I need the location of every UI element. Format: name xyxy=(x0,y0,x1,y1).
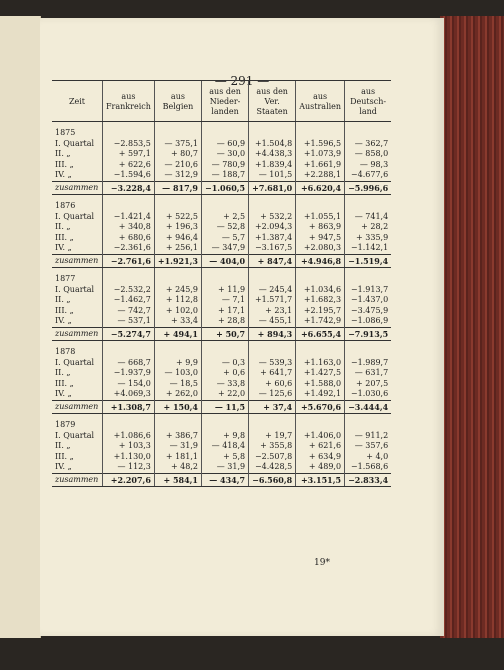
value-cell: + 597,1 xyxy=(103,149,155,160)
table-row xyxy=(52,379,391,390)
sum-value-cell: +1.921,3 xyxy=(154,254,201,268)
value-cell: +4.069,3 xyxy=(103,389,155,400)
empty-cell xyxy=(202,414,249,431)
empty-cell xyxy=(154,414,201,431)
value-cell: — 741,4 xyxy=(345,212,392,223)
value-cell: + 196,3 xyxy=(154,222,201,233)
value-cell: +1.682,3 xyxy=(296,295,345,306)
year-row xyxy=(52,122,391,139)
empty-cell xyxy=(154,341,201,358)
sum-value-cell: +6.655,4 xyxy=(296,327,345,341)
value-cell: + 33,4 xyxy=(154,316,201,327)
empty-cell xyxy=(202,122,249,139)
sum-label: zusammen xyxy=(52,181,103,195)
empty-cell xyxy=(103,414,155,431)
year-row xyxy=(52,341,391,358)
value-cell: +1.588,0 xyxy=(296,379,345,390)
value-cell: +1.427,5 xyxy=(296,368,345,379)
value-cell: −1.142,1 xyxy=(345,243,392,254)
sum-value-cell: −6.560,8 xyxy=(249,473,296,487)
value-cell: — 188,7 xyxy=(202,170,249,181)
table-row xyxy=(52,212,391,223)
empty-cell xyxy=(202,268,249,285)
value-cell: + 489,0 xyxy=(296,462,345,473)
empty-cell xyxy=(345,341,392,358)
value-cell: −1.937,9 xyxy=(103,368,155,379)
quarter-label: I. Quartal xyxy=(55,284,95,294)
sum-value-cell: +2.207,6 xyxy=(103,473,155,487)
value-cell: — 112,3 xyxy=(103,462,155,473)
empty-cell xyxy=(345,195,392,212)
value-cell: −2.361,6 xyxy=(103,243,155,254)
value-cell: + 28,2 xyxy=(345,222,392,233)
value-cell: + 5,8 xyxy=(202,452,249,463)
value-cell: +2.080,3 xyxy=(296,243,345,254)
value-cell: — 30,0 xyxy=(202,149,249,160)
quarter-label: III. „ xyxy=(55,378,74,388)
empty-cell xyxy=(154,268,201,285)
facing-page-edge xyxy=(0,16,41,638)
value-cell: +1.742,9 xyxy=(296,316,345,327)
value-cell: −4.428,5 xyxy=(249,462,296,473)
value-cell: + 11,9 xyxy=(202,285,249,296)
value-cell: — 0,3 xyxy=(202,358,249,369)
value-cell: — 668,7 xyxy=(103,358,155,369)
value-cell: + 207,5 xyxy=(345,379,392,390)
sum-value-cell: — 434,7 xyxy=(202,473,249,487)
year-label: 1879 xyxy=(55,420,76,429)
quarter-label: IV. „ xyxy=(55,170,72,179)
empty-cell xyxy=(249,414,296,431)
value-cell: + 23,1 xyxy=(249,306,296,317)
value-cell: −1.462,7 xyxy=(103,295,155,306)
quarter-label: II. „ xyxy=(55,368,71,377)
quarter-label: III. „ xyxy=(55,305,74,315)
value-cell: — 455,1 xyxy=(249,316,296,327)
value-cell: — 245,4 xyxy=(249,285,296,296)
empty-cell xyxy=(249,195,296,212)
table-row xyxy=(52,233,391,244)
value-cell: — 101,5 xyxy=(249,170,296,181)
empty-cell xyxy=(202,341,249,358)
value-cell: — 780,9 xyxy=(202,160,249,171)
empty-cell xyxy=(202,195,249,212)
value-cell: + 386,7 xyxy=(154,431,201,442)
value-cell: + 17,1 xyxy=(202,306,249,317)
value-cell: + 48,2 xyxy=(154,462,201,473)
value-cell: — 31,9 xyxy=(202,462,249,473)
value-cell: — 357,6 xyxy=(345,441,392,452)
value-cell: — 539,3 xyxy=(249,358,296,369)
value-cell: + 102,0 xyxy=(154,306,201,317)
value-cell: — 362,7 xyxy=(345,139,392,150)
value-cell: — 18,5 xyxy=(154,379,201,390)
sum-value-cell: −2.761,6 xyxy=(103,254,155,268)
value-cell: + 103,3 xyxy=(103,441,155,452)
table-row xyxy=(52,149,391,160)
value-cell: −2.532,2 xyxy=(103,285,155,296)
table-row xyxy=(52,295,391,306)
empty-cell xyxy=(296,195,345,212)
value-cell: + 680,6 xyxy=(103,233,155,244)
quarter-label: IV. „ xyxy=(55,316,72,325)
empty-cell xyxy=(296,268,345,285)
col-header-deutschland: aus Deutsch-land xyxy=(345,81,392,122)
empty-cell xyxy=(103,268,155,285)
empty-cell xyxy=(103,341,155,358)
empty-cell xyxy=(103,195,155,212)
sum-value-cell: + 894,3 xyxy=(249,327,296,341)
sum-label: zusammen xyxy=(52,254,103,268)
sum-value-cell: + 847,4 xyxy=(249,254,296,268)
value-cell: +1.387,4 xyxy=(249,233,296,244)
table-row xyxy=(52,139,391,150)
empty-cell xyxy=(345,414,392,431)
sum-value-cell: +3.151,5 xyxy=(296,473,345,487)
quarter-label: III. „ xyxy=(55,232,74,242)
col-header-belgien: aus Belgien xyxy=(154,81,201,122)
year-row xyxy=(52,414,391,431)
table-header-row xyxy=(52,81,391,122)
value-cell: −4.677,6 xyxy=(345,170,392,181)
col-header-ver-staaten: aus den Ver. Staaten xyxy=(249,81,296,122)
value-cell: +1.571,7 xyxy=(249,295,296,306)
empty-cell xyxy=(154,195,201,212)
value-cell: — 537,1 xyxy=(103,316,155,327)
value-cell: −1.086,9 xyxy=(345,316,392,327)
value-cell: + 532,2 xyxy=(249,212,296,223)
value-cell: + 181,1 xyxy=(154,452,201,463)
year-row xyxy=(52,195,391,212)
value-cell: + 22,0 xyxy=(202,389,249,400)
quarter-label: II. „ xyxy=(55,295,71,304)
year-label: 1878 xyxy=(55,347,76,356)
trade-balance-table xyxy=(52,80,391,487)
value-cell: — 98,3 xyxy=(345,160,392,171)
sum-row xyxy=(52,400,391,414)
empty-cell xyxy=(345,268,392,285)
value-cell: −3.167,5 xyxy=(249,243,296,254)
value-cell: +1.839,4 xyxy=(249,160,296,171)
quarter-label: III. „ xyxy=(55,451,74,461)
value-cell: + 245,9 xyxy=(154,285,201,296)
value-cell: — 418,4 xyxy=(202,441,249,452)
table-row xyxy=(52,452,391,463)
value-cell: — 347,9 xyxy=(202,243,249,254)
value-cell: + 262,0 xyxy=(154,389,201,400)
quarter-label: IV. „ xyxy=(55,243,72,252)
page-number: — 291 — xyxy=(214,74,270,88)
value-cell: +1.504,8 xyxy=(249,139,296,150)
table-row xyxy=(52,462,391,473)
sum-value-cell: — 11,5 xyxy=(202,400,249,414)
value-cell: + 522,5 xyxy=(154,212,201,223)
sum-value-cell: −2.833,4 xyxy=(345,473,392,487)
value-cell: — 911,2 xyxy=(345,431,392,442)
value-cell: — 631,7 xyxy=(345,368,392,379)
empty-cell xyxy=(249,341,296,358)
value-cell: + 634,9 xyxy=(296,452,345,463)
col-header-australien: aus Australien xyxy=(296,81,345,122)
empty-cell xyxy=(249,268,296,285)
sum-value-cell: −7.913,5 xyxy=(345,327,392,341)
year-row xyxy=(52,268,391,285)
value-cell: + 0,6 xyxy=(202,368,249,379)
value-cell: + 335,9 xyxy=(345,233,392,244)
sum-row xyxy=(52,181,391,195)
quarter-label: III. „ xyxy=(55,159,74,169)
table-row xyxy=(52,368,391,379)
col-header-frankreich: aus Frankreich xyxy=(103,81,155,122)
year-label: 1876 xyxy=(55,201,76,210)
sum-label: zusammen xyxy=(52,400,103,414)
value-cell: + 355,8 xyxy=(249,441,296,452)
quarter-label: II. „ xyxy=(55,222,71,231)
sum-value-cell: + 494,1 xyxy=(154,327,201,341)
col-header-zeit: Zeit xyxy=(52,81,103,122)
quarter-label: I. Quartal xyxy=(55,138,95,148)
col-header-niederlande: aus den Nieder-landen xyxy=(202,81,249,122)
empty-cell xyxy=(154,122,201,139)
value-cell: — 125,6 xyxy=(249,389,296,400)
value-cell: −1.437,0 xyxy=(345,295,392,306)
value-cell: +1.055,1 xyxy=(296,212,345,223)
sum-value-cell: + 50,7 xyxy=(202,327,249,341)
sum-value-cell: −1.519,4 xyxy=(345,254,392,268)
value-cell: — 858,0 xyxy=(345,149,392,160)
signature-mark: 19* xyxy=(314,558,330,568)
value-cell: −1.568,6 xyxy=(345,462,392,473)
sum-value-cell: +6.620,4 xyxy=(296,181,345,195)
table-row xyxy=(52,285,391,296)
value-cell: +1.130,0 xyxy=(103,452,155,463)
sum-value-cell: −5.274,7 xyxy=(103,327,155,341)
year-label: 1877 xyxy=(55,274,76,283)
value-cell: — 312,9 xyxy=(154,170,201,181)
value-cell: +1.163,0 xyxy=(296,358,345,369)
value-cell: +1.086,6 xyxy=(103,431,155,442)
table-row xyxy=(52,441,391,452)
sum-label: zusammen xyxy=(52,473,103,487)
value-cell: — 210,6 xyxy=(154,160,201,171)
value-cell: — 375,1 xyxy=(154,139,201,150)
sum-value-cell: — 817,9 xyxy=(154,181,201,195)
value-cell: + 641,7 xyxy=(249,368,296,379)
value-cell: + 4,0 xyxy=(345,452,392,463)
sum-label: zusammen xyxy=(52,327,103,341)
quarter-label: I. Quartal xyxy=(55,357,95,367)
value-cell: + 112,8 xyxy=(154,295,201,306)
sum-value-cell: +7.681,0 xyxy=(249,181,296,195)
value-cell: +2.094,3 xyxy=(249,222,296,233)
value-cell: −2.507,8 xyxy=(249,452,296,463)
value-cell: — 742,7 xyxy=(103,306,155,317)
value-cell: + 621,6 xyxy=(296,441,345,452)
empty-cell xyxy=(296,414,345,431)
value-cell: −1.989,7 xyxy=(345,358,392,369)
sum-value-cell: −1.060,5 xyxy=(202,181,249,195)
value-cell: −1.030,6 xyxy=(345,389,392,400)
value-cell: — 31,9 xyxy=(154,441,201,452)
value-cell: + 19,7 xyxy=(249,431,296,442)
value-cell: +2.195,7 xyxy=(296,306,345,317)
table-row xyxy=(52,431,391,442)
table-body xyxy=(52,122,391,487)
quarter-label: II. „ xyxy=(55,149,71,158)
sum-value-cell: + 37,4 xyxy=(249,400,296,414)
sum-value-cell: −5.996,6 xyxy=(345,181,392,195)
empty-cell xyxy=(345,122,392,139)
value-cell: — 5,7 xyxy=(202,233,249,244)
value-cell: +1.073,9 xyxy=(296,149,345,160)
value-cell: −3.475,9 xyxy=(345,306,392,317)
quarter-label: IV. „ xyxy=(55,462,72,471)
book-spine xyxy=(440,16,504,638)
quarter-label: II. „ xyxy=(55,441,71,450)
value-cell: — 52,8 xyxy=(202,222,249,233)
sum-value-cell: + 150,4 xyxy=(154,400,201,414)
value-cell: — 60,9 xyxy=(202,139,249,150)
value-cell: + 947,5 xyxy=(296,233,345,244)
sum-row xyxy=(52,254,391,268)
value-cell: + 863,9 xyxy=(296,222,345,233)
table-row xyxy=(52,160,391,171)
table-row xyxy=(52,170,391,181)
sum-value-cell: + 584,1 xyxy=(154,473,201,487)
table-row xyxy=(52,316,391,327)
quarter-label: I. Quartal xyxy=(55,430,95,440)
value-cell: −1.594,6 xyxy=(103,170,155,181)
value-cell: +1.661,9 xyxy=(296,160,345,171)
value-cell: — 7,1 xyxy=(202,295,249,306)
value-cell: + 2,5 xyxy=(202,212,249,223)
table-row xyxy=(52,222,391,233)
value-cell: + 80,7 xyxy=(154,149,201,160)
sum-row xyxy=(52,327,391,341)
sum-value-cell: −3.228,4 xyxy=(103,181,155,195)
value-cell: +1.034,6 xyxy=(296,285,345,296)
sum-value-cell: −3.444,4 xyxy=(345,400,392,414)
empty-cell xyxy=(249,122,296,139)
value-cell: + 256,1 xyxy=(154,243,201,254)
value-cell: +2.288,1 xyxy=(296,170,345,181)
value-cell: −1.421,4 xyxy=(103,212,155,223)
value-cell: +1.492,1 xyxy=(296,389,345,400)
value-cell: −2.853,5 xyxy=(103,139,155,150)
table-row xyxy=(52,358,391,369)
table-row xyxy=(52,306,391,317)
value-cell: + 340,8 xyxy=(103,222,155,233)
sum-value-cell: +4.946,8 xyxy=(296,254,345,268)
sum-value-cell: +1.308,7 xyxy=(103,400,155,414)
value-cell: +4.438,3 xyxy=(249,149,296,160)
sum-value-cell: +5.670,6 xyxy=(296,400,345,414)
value-cell: +1.406,0 xyxy=(296,431,345,442)
value-cell: + 9,9 xyxy=(154,358,201,369)
value-cell: — 103,0 xyxy=(154,368,201,379)
sum-value-cell: — 404,0 xyxy=(202,254,249,268)
value-cell: + 622,6 xyxy=(103,160,155,171)
value-cell: + 28,8 xyxy=(202,316,249,327)
value-cell: + 60,6 xyxy=(249,379,296,390)
quarter-label: IV. „ xyxy=(55,389,72,398)
value-cell: — 33,8 xyxy=(202,379,249,390)
table-row xyxy=(52,389,391,400)
value-cell: −1.913,7 xyxy=(345,285,392,296)
empty-cell xyxy=(103,122,155,139)
year-label: 1875 xyxy=(55,128,76,137)
value-cell: +1.596,5 xyxy=(296,139,345,150)
empty-cell xyxy=(296,122,345,139)
table-row xyxy=(52,243,391,254)
value-cell: — 154,0 xyxy=(103,379,155,390)
sum-row xyxy=(52,473,391,487)
empty-cell xyxy=(296,341,345,358)
value-cell: + 946,4 xyxy=(154,233,201,244)
quarter-label: I. Quartal xyxy=(55,211,95,221)
value-cell: + 9,8 xyxy=(202,431,249,442)
